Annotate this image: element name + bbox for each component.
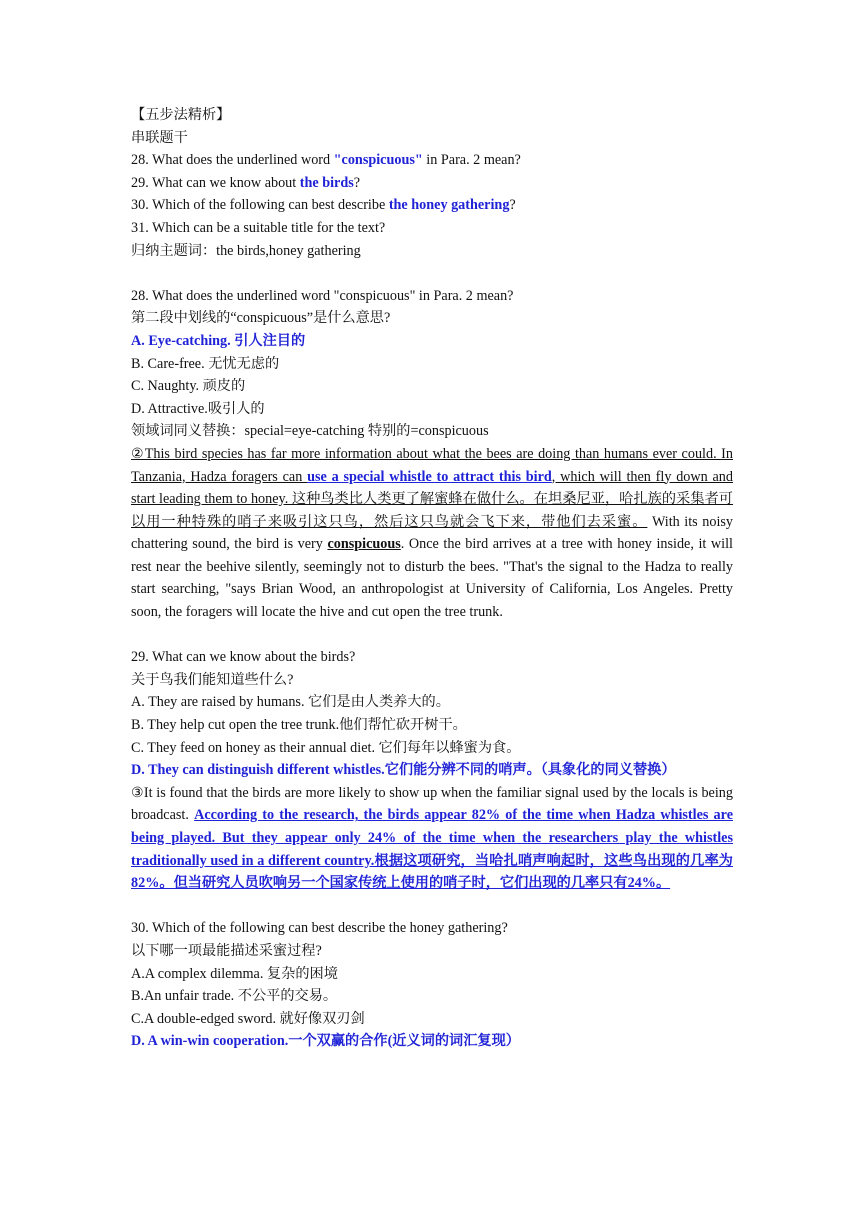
stem-keyword: "conspicuous"	[333, 152, 423, 169]
q28-option-a: A. Eye-catching. 引人注目的	[131, 332, 306, 349]
section-title: 【五步法精析】	[131, 107, 231, 123]
stem-28: 28. What does the underlined word "conspicuous" in Para. 2 mean?	[131, 152, 521, 169]
q29-option-a: A. They are raised by humans. 它们是由人类养大的。	[131, 694, 450, 711]
q29-question-cn: 关于鸟我们能知道些什么?	[131, 671, 294, 688]
spacer	[131, 895, 733, 918]
q29-option-c: C. They feed on honey as their annual diet. 它们每年以蜂蜜为食。	[131, 739, 521, 756]
step-label: 串联题干	[131, 129, 188, 146]
q28-passage: ②This bird species has far more information about what the bees are doing than humans ever could. In Tanzania, Hadza foragers can use a special whistle to attract this bird, which will then fly down and start leading them to honey. 这种鸟类比人类更了解蜜蜂在做什么。在坦桑尼亚，哈扎族的采集者可以用一种特殊的哨子来吸引这只鸟，然后这只鸟就会飞下来，带他们去采蜜。 With its noisy chattering sound, the bird is very conspicuous. Once the bird arrives at a tree with honey inside, it will rest near the beehive silently, seemingly not to disturb the bees. "That's the signal to the Hadza to really start searching, "says Brian Wood, an anthropologist at University of California, Los Angeles. Pretty soon, the foragers will locate the hive and cut open the tree trunk.	[131, 445, 733, 621]
q30-question: 30. Which of the following can best describe the honey gathering?	[131, 920, 508, 937]
q30-option-c: C.A double-edged sword. 就好像双刃剑	[131, 1010, 365, 1027]
q28-note: 领域词同义替换：special=eye-catching 特别的=conspicuous	[131, 423, 489, 440]
document-page	[131, 104, 733, 1053]
q28-question: 28. What does the underlined word "conspicuous" in Para. 2 mean?	[131, 287, 514, 304]
q29-question: 29. What can we know about the birds?	[131, 649, 356, 666]
q29-option-b: B. They help cut open the tree trunk.他们帮忙砍开树干。	[131, 717, 467, 734]
q28-question-cn: 第二段中划线的“conspicuous”是什么意思?	[131, 310, 391, 327]
stem-30: 30. Which of the following can best describe the honey gathering?	[131, 197, 516, 214]
q29-passage: ③It is found that the birds are more likely to show up when the familiar signal used by the locals is being broadcast. According to the research, the birds appear 82% of the time when Hadza whistles are being played. But they appear only 24% of the time when the researchers play the whistles traditionally used in a different country.根据这项研究，当哈扎哨声响起时，这些鸟出现的几率为82%。但当研究人员吹响另一个国家传统上使用的哨子时，它们出现的几率只有24%。	[131, 784, 733, 892]
stem-31: 31. Which can be a suitable title for the text?	[131, 219, 386, 236]
spacer	[131, 624, 733, 647]
q30-question-cn: 以下哪一项最能描述采蜜过程?	[131, 942, 322, 959]
passage-highlight: According to the research, the birds appear 82% of the time when Hadza whistles are being played. But they appear only 24% of the time when the researchers play the whistles traditionally used in a different country.根据这项研究，当哈扎哨声响起时，这些鸟出现的几率为82%。但当研究人员吹响另一个国家传统上使用的哨子时，它们出现的几率只有24%。	[131, 807, 733, 892]
stem-29: 29. What can we know about the birds?	[131, 174, 361, 191]
q29-option-d: D. They can distinguish different whistles.它们能分辨不同的哨声。（具象化的同义替换）	[131, 762, 676, 779]
q28-option-c: C. Naughty. 顽皮的	[131, 378, 246, 395]
theme-words: 归纳主题词：the birds,honey gathering	[131, 242, 361, 259]
q30-option-b: B.An unfair trade. 不公平的交易。	[131, 988, 338, 1005]
spacer	[131, 262, 733, 285]
stem-keyword: the birds	[299, 174, 354, 191]
stem-keyword: the honey gathering	[388, 197, 510, 214]
passage-highlight: use a special whistle to attract this bird	[307, 468, 552, 485]
q30-option-a: A.A complex dilemma. 复杂的困境	[131, 965, 338, 982]
q30-option-d: D. A win-win cooperation.一个双赢的合作(近义词的词汇复现）	[131, 1033, 520, 1050]
q28-option-b: B. Care-free. 无忧无虑的	[131, 355, 280, 372]
target-word: conspicuous	[327, 536, 401, 553]
q28-option-d: D. Attractive.吸引人的	[131, 400, 265, 417]
